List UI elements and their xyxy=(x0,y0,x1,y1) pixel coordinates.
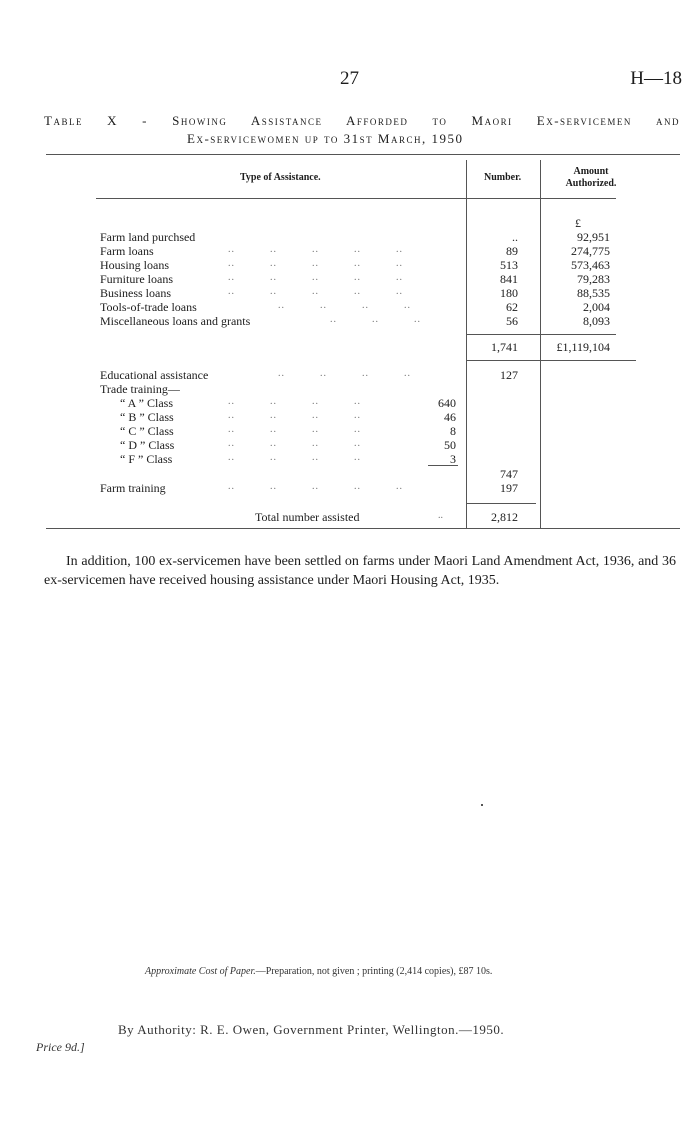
loans-total-number: 1,741 xyxy=(491,340,518,354)
row-label: Trade training— xyxy=(100,382,180,396)
leader-dots: .. xyxy=(438,510,443,521)
row-number: 89 xyxy=(506,244,518,258)
stray-dot xyxy=(481,804,483,806)
row-amount: 573,463 xyxy=(571,258,610,272)
body-paragraph: In addition, 100 ex-servicemen have been settled on farms under Maori Land Amendment Act, 1936, and 36 ex-servicemen have received housing assistance under Maori Housing Act, 1935. xyxy=(44,554,676,588)
row-amount: 2,004 xyxy=(583,300,610,314)
row-label: Housing loans xyxy=(100,258,169,272)
class-label: “ C ” Class xyxy=(120,424,174,438)
cost-note-label: Approximate Cost of Paper. xyxy=(145,966,256,977)
leader-dots: .. .. .. .. .. xyxy=(228,258,403,269)
class-label: “ D ” Class xyxy=(120,438,175,452)
leader-dots: .. .. .. .. xyxy=(278,368,411,379)
row-amount: 274,775 xyxy=(571,244,610,258)
cost-note-text: —Preparation, not given ; printing (2,414 copies), £87 10s. xyxy=(255,966,493,977)
table-row xyxy=(0,230,700,244)
row-label: Farm loans xyxy=(100,244,154,258)
trade-training-total: 747 xyxy=(500,467,518,481)
row-label: Furniture loans xyxy=(100,272,173,286)
loans-subtotal-rule xyxy=(466,334,616,335)
total-assisted-number: 2,812 xyxy=(491,510,518,524)
class-value: 8 xyxy=(450,424,456,438)
table-title-line-2: Ex-servicewomen up to 31st March, 1950 xyxy=(187,131,464,146)
total-assisted-label: Total number assisted xyxy=(255,510,360,524)
leader-dots: .. .. .. .. .. xyxy=(228,481,403,492)
row-number: 841 xyxy=(500,272,518,286)
price-note: Price 9d.] xyxy=(36,1040,85,1054)
table-row xyxy=(0,396,700,410)
table-row xyxy=(0,424,700,438)
currency-symbol: £ xyxy=(575,216,581,230)
table-row xyxy=(0,368,700,382)
class-value: 50 xyxy=(444,438,456,452)
leader-dots: .. .. .. .. xyxy=(278,300,411,311)
table-title-line-1: Table X - Showing Assistance Afforded to Maori Ex-servicemen and xyxy=(44,113,680,128)
class-label: “ A ” Class xyxy=(120,396,173,410)
number-column-divider xyxy=(466,160,467,528)
row-label: Miscellaneous loans and grants xyxy=(100,314,251,328)
header-type-of-assistance: Type of Assistance. xyxy=(240,172,321,183)
leader-dots: .. .. .. .. xyxy=(228,438,361,449)
header-amount-authorized xyxy=(548,166,634,190)
cost-note xyxy=(145,966,492,977)
leader-dots: .. .. .. .. xyxy=(228,410,361,421)
table-top-rule xyxy=(46,154,680,155)
page-number: 27 xyxy=(340,68,359,89)
table-row xyxy=(0,314,700,328)
row-label: Farm training xyxy=(100,481,166,495)
table-row xyxy=(0,258,700,272)
table-row xyxy=(0,410,700,424)
row-label: Tools-of-trade loans xyxy=(100,300,197,314)
class-label: “ F ” Class xyxy=(120,452,173,466)
leader-dots: .. .. .. .. .. xyxy=(228,286,403,297)
row-number: .. xyxy=(512,230,518,244)
table-row xyxy=(0,286,700,300)
header-amount-line-1: Amount xyxy=(573,166,609,177)
row-number: 56 xyxy=(506,314,518,328)
leader-dots: .. .. .. .. xyxy=(228,452,361,463)
printer-authority: By Authority: R. E. Owen, Government Printer, Wellington.—1950. xyxy=(118,1022,505,1037)
row-label: Educational assistance xyxy=(100,368,209,382)
document-reference: H—18 xyxy=(630,68,682,89)
loans-total-amount: £1,119,104 xyxy=(556,340,610,354)
amount-column-divider xyxy=(540,160,541,528)
class-value: 3 xyxy=(450,452,456,466)
table-row xyxy=(0,244,700,258)
row-amount: 79,283 xyxy=(577,272,610,286)
table-row xyxy=(0,452,700,466)
row-number: 197 xyxy=(500,481,518,495)
class-label: “ B ” Class xyxy=(120,410,174,424)
header-number: Number. xyxy=(484,172,522,183)
leader-dots: .. .. .. .. .. xyxy=(228,244,403,255)
row-number: 127 xyxy=(500,368,518,382)
row-number: 180 xyxy=(500,286,518,300)
loans-total-rule xyxy=(466,360,636,361)
row-amount: 92,951 xyxy=(577,230,610,244)
table-row xyxy=(0,438,700,452)
table-row xyxy=(0,481,700,495)
row-label: Farm land purchsed xyxy=(100,230,196,244)
class-value: 640 xyxy=(438,396,456,410)
leader-dots: .. .. .. .. xyxy=(228,396,361,407)
header-amount-line-2: Authorized. xyxy=(565,178,617,189)
header-bottom-rule xyxy=(96,198,616,199)
table-row xyxy=(0,300,700,314)
class-value: 46 xyxy=(444,410,456,424)
table-bottom-rule xyxy=(46,528,680,529)
total-top-rule xyxy=(466,503,536,504)
leader-dots: .. .. .. .. xyxy=(228,424,361,435)
leader-dots: .. .. .. .. .. xyxy=(228,272,403,283)
row-number: 513 xyxy=(500,258,518,272)
row-number: 62 xyxy=(506,300,518,314)
row-label: Business loans xyxy=(100,286,172,300)
table-row xyxy=(0,272,700,286)
row-amount: 88,535 xyxy=(577,286,610,300)
row-amount: 8,093 xyxy=(583,314,610,328)
table-row xyxy=(0,382,700,396)
table-title xyxy=(44,112,680,148)
leader-dots: .. .. .. xyxy=(330,314,421,325)
